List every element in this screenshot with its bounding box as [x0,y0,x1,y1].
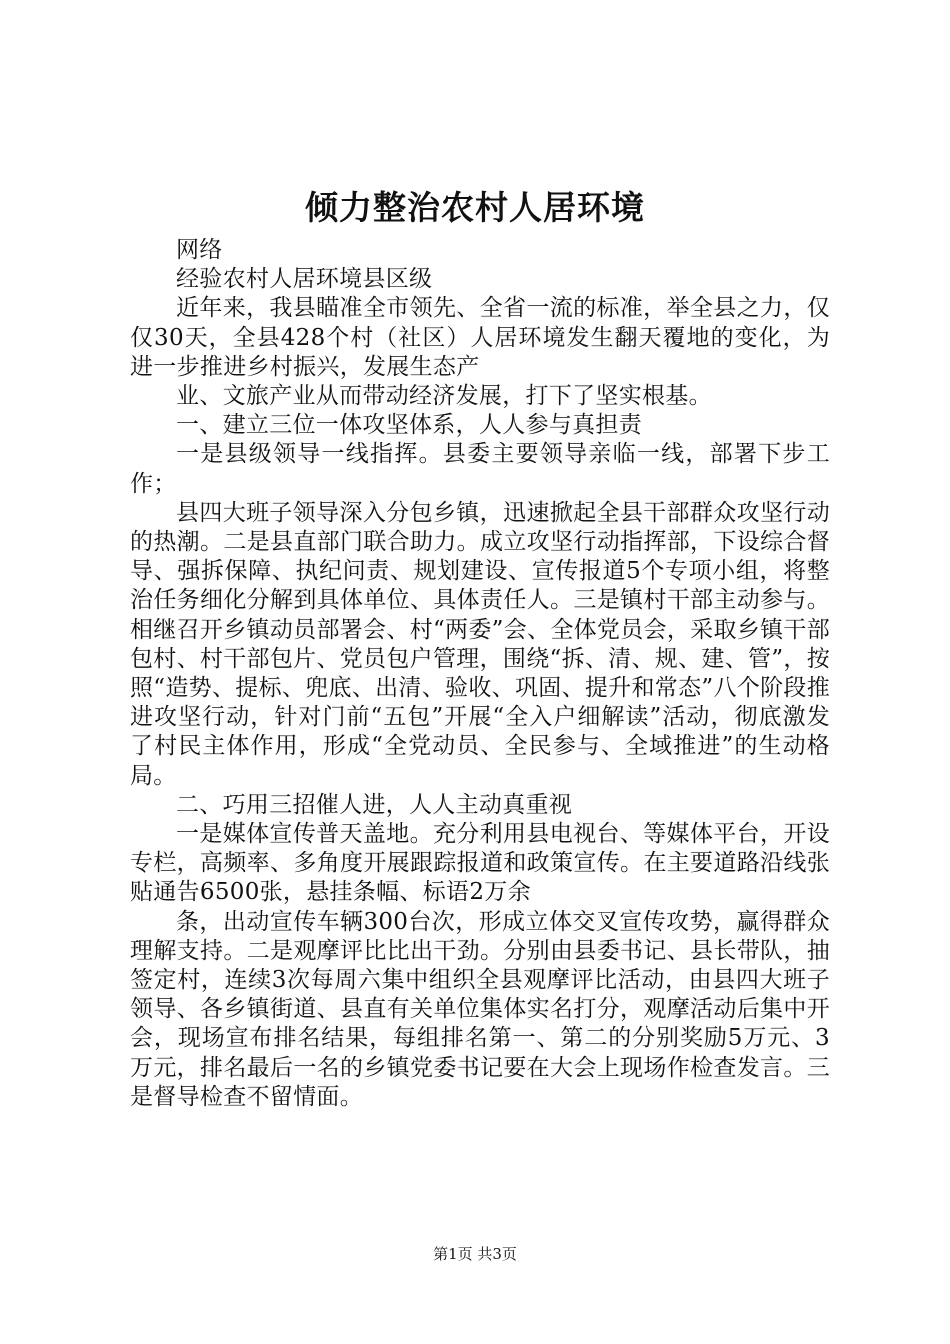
paragraph: 一是县级领导一线指挥。县委主要领导亲临一线，部署下步工作； [130,441,830,497]
document-title: 倾力整治农村人居环境 [305,188,645,227]
paragraph: 近年来，我县瞄准全市领先、全省一流的标准，举全县之力，仅仅30天，全县428个村（社区）人居环境发生翻天覆地的变化，为进一步推进乡村振兴，发展生态产 [130,295,830,380]
paragraph: 经验农村人居环境县区级 [176,266,433,293]
paragraph: 一是媒体宣传普天盖地。充分利用县电视台、等媒体平台，开设专栏，高频率、多角度开展跟踪报道和政策宣传。在主要道路沿线张贴通告6500张，悬挂条幅、标语2万余 [130,821,830,906]
paragraph: 网络 [176,237,223,263]
page-footer: 第1页 共3页 [433,1245,517,1263]
paragraph: 业、文旅产业从而带动经济发展，打下了坚实根基。 [176,383,712,410]
paragraph: 县四大班子领导深入分包乡镇，迅速掀起全县干部群众攻坚行动的热潮。二是县直部门联合助力。成立攻坚行动指挥部，下设综合督导、强拆保障、执纪问责、规划建设、宣传报道5个专项小组，将整治任务细化分解到具体单位、具体责任人。三是镇村干部主动参与。相继召开乡镇动员部署会、村“两委”会、全体党员会，采取乡镇干部包村、村干部包片、党员包户管理，围绕“拆、清、规、建、管”，按照“造势、提标、兜底、出清、验收、巩固、提升和常态”八个阶段推进攻坚行动，针对门前“五包”开展“全入户细解读”活动，彻底激发了村民主体作用，形成“全党动员、全民参与、全域推进”的生动格局。 [130,499,830,789]
document-body [130,236,830,1112]
paragraph: 条，出动宣传车辆300台次，形成立体交叉宣传攻势，赢得群众理解支持。二是观摩评比比出干劲。分别由县委书记、县长带队，抽签定村，连续3次每周六集中组织全县观摩评比活动，由县四大班子领导、各乡镇街道、县直有关单位集体实名打分，观摩活动后集中开会，现场宣布排名结果，每组排名第一、第二的分别奖励5万元、3万元，排名最后一名的乡镇党委书记要在大会上现场作检查发言。三是督导检查不留情面。 [130,908,830,1110]
section-heading: 一、建立三位一体攻坚体系，人人参与真担责 [176,412,642,439]
section-heading: 二、巧用三招催人进，人人主动真重视 [176,791,573,818]
